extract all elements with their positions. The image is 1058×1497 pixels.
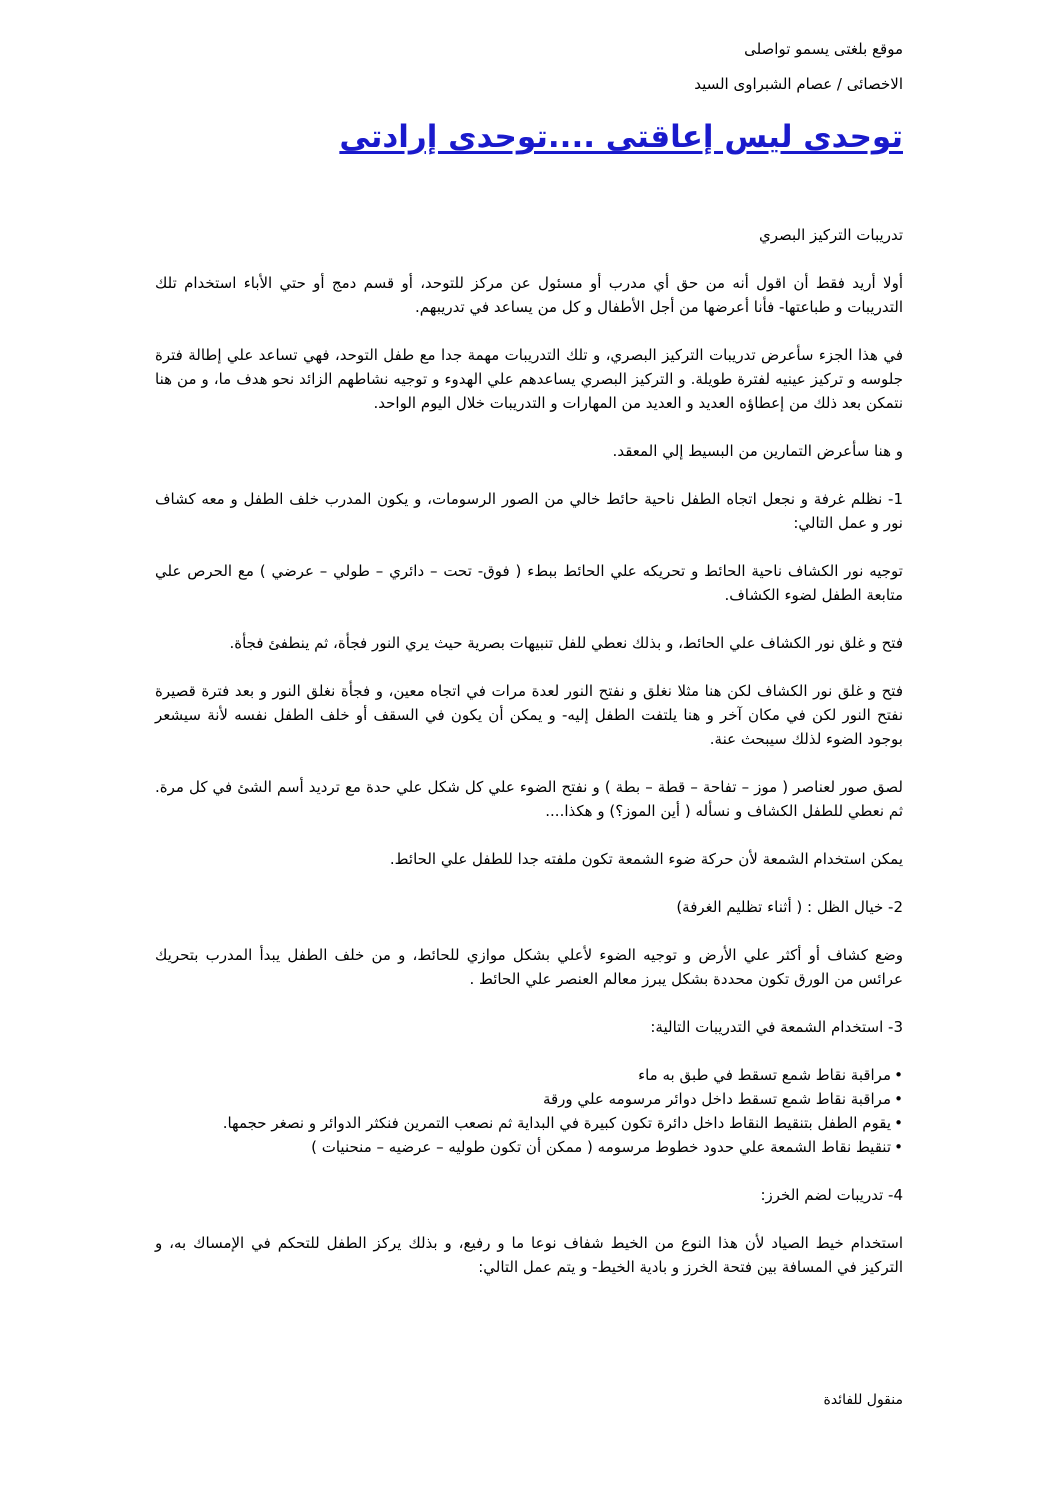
list-item-text: مراقبة نقاط شمع تسقط داخل دوائر مرسومه علي ورقة [542, 1090, 891, 1108]
list-item-text: تنقيط نقاط الشمعة علي حدود خطوط مرسومه ( ممكن أن تكون طوليه – عرضيه – منحنيات ) [311, 1138, 891, 1156]
author-line: الاخصائى / عصام الشبراوى السيد [694, 75, 903, 93]
bullet-marker: • [894, 1138, 903, 1156]
paragraph-exercise-2: 2- خيال الظل : ( أثناء تظليم الغرفة) [676, 898, 903, 916]
paragraph-pictures: لصق صور لعناصر ( موز – تفاحة – قطة – بطة ) و نفتح الضوء علي كل شكل علي حدة مع ترديد أسم الشئ في كل مرة. ثم نعطي للطفل الكشاف و نسأله ( أين الموز؟) و هكذا.... [155, 778, 903, 820]
paragraph-exercise-1: 1- نظلم غرفة و نجعل اتجاه الطفل ناحية حائط خالي من الصور الرسومات، و يكون المدرب خلف الطفل و معه كشاف نور و عمل التالي: [155, 490, 903, 532]
bullet-marker: • [894, 1114, 903, 1132]
list-item [155, 1087, 903, 1111]
paragraph-flashlight-toggle: فتح و غلق نور الكشاف علي الحائط، و بذلك نعطي للفل تنبيهات بصرية حيث يري النور فجأة، ثم ينطفئ فجأة. [229, 634, 903, 652]
section-heading: تدريبات التركيز البصري [759, 226, 903, 244]
list-item [155, 1135, 903, 1159]
title-link[interactable]: توحدى ليس إعاقتى ....توحدى إرادتى [339, 119, 903, 155]
paragraph-shadow-play: وضع كشاف أو أكثر علي الأرض و توجيه الضوء لأعلي بشكل موازي للحائط، و من خلف الطفل يبدأ المدرب بتحريك عرائس من الورق تكون محددة بشكل يبرز معالم العنصر علي الحائط . [155, 946, 903, 988]
list-item-text: يقوم الطفل بتنقيط النقاط داخل دائرة تكون كبيرة في البداية ثم نصعب التمرين فنكثر الدوائر و نصغر حجمها. [222, 1114, 891, 1132]
paragraph-flashlight-move: توجيه نور الكشاف ناحية الحائط و تحريكه علي الحائط ببطء ( فوق- تحت – دائري – طولي – عرضي ) مع الحرص علي متابعة الطفل لضوء الكشاف. [155, 562, 903, 604]
list-item [155, 1111, 903, 1135]
bullet-marker: • [894, 1090, 903, 1108]
bullet-marker: • [894, 1066, 903, 1084]
paragraph-overview: في هذا الجزء سأعرض تدريبات التركيز البصري، و تلك التدريبات مهمة جدا مع طفل التوحد، فهي تساعد علي إطالة فترة جلوسه و تركيز عينيه لفترة طويلة. و التركيز البصري يساعدهم علي الهدوء و توجيه نشاطهم الزائد نحو هدف ما، و من هنا نتمكن بعد ذلك من إعطاؤه العديد و العديد من المهارات و التدريبات خلال اليوم الواحد. [155, 346, 903, 412]
document-body [155, 38, 903, 1279]
site-name: موقع بلغتى يسمو تواصلى [744, 40, 903, 58]
paragraph-beads: استخدام خيط الصياد لأن هذا النوع من الخيط شفاف نوعا ما و رفيع، و بذلك يركز الطفل للتحكم في الإمساك به، و التركيز في المسافة بين فتحة الخرز و بادية الخيط- و يتم عمل التالي: [155, 1234, 903, 1276]
page-title[interactable] [155, 117, 903, 157]
list-item-text: مراقبة نقاط شمع تسقط في طبق به ماء [638, 1066, 891, 1084]
paragraph-exercise-4: 4- تدريبات لضم الخرز: [760, 1186, 903, 1204]
footer-note: منقول للفائدة [823, 1392, 903, 1408]
paragraph-exercise-3: 3- استخدام الشمعة في التدريبات التالية: [650, 1018, 903, 1036]
paragraph-flashlight-direction: فتح و غلق نور الكشاف لكن هنا مثلا نغلق و نفتح النور لعدة مرات في اتجاه معين، و فجأة نغلق النور و بعد فترة قصيرة نفتح النور لكن في مكان آخر و هنا يلتفت الطفل إليه- و يمكن أن يكون في السقف أو خلف الطفل نفسه لأنة سيشعر بوجود الضوء لذلك سيبحث عنة. [155, 682, 903, 748]
list-item [155, 1063, 903, 1087]
paragraph-candle: يمكن استخدام الشمعة لأن حركة ضوء الشمعة تكون ملفته جدا للطفل علي الحائط. [389, 850, 903, 868]
candle-exercise-list [155, 1063, 903, 1159]
paragraph-order: و هنا سأعرض التمارين من البسيط إلي المعقد. [612, 442, 903, 460]
paragraph-intro: أولا أريد فقط أن اقول أنه من حق أي مدرب أو مسئول عن مركز للتوحد، أو قسم دمج أو حتي الأباء استخدام تلك التدريبات و طباعتها- فأنا أعرضها من أجل الأطفال و كل من يساعد في تدريبهم. [155, 274, 903, 316]
